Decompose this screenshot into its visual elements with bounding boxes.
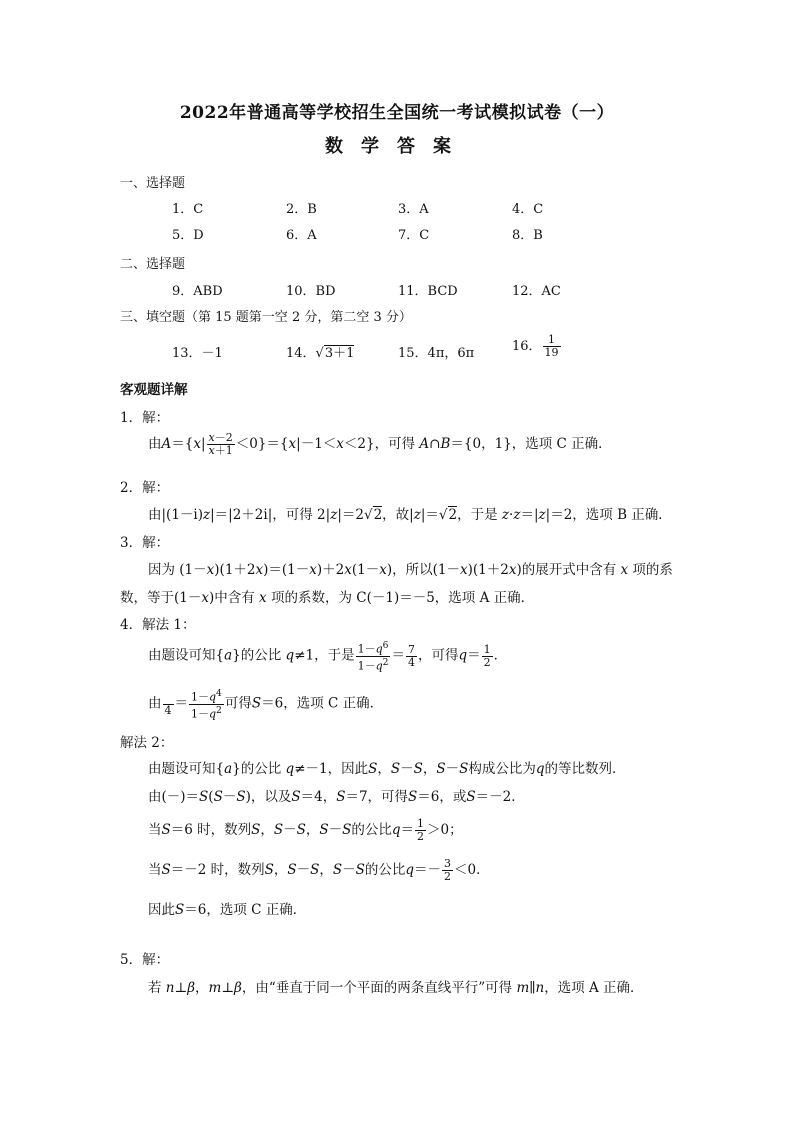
answer-12: 12．AC <box>512 284 561 299</box>
answer-8: 8．B <box>512 228 543 243</box>
solution-4-text-1: 由题设可知{a}的公比 q≠1，于是 $\frac{1-q^6}{1-q^2}$ ＝ $\frac{7}{4}$ ，可得q＝ $\frac{1}{2}$ ． <box>148 640 508 673</box>
solution-4b-text-3: 当S＝6 时，数列S，S－S，S－S的公比q＝ $\frac{1}{2}$ ＞0； <box>148 817 463 843</box>
answer-13: 13．－1 <box>172 346 223 361</box>
solution-4b-text-2: 由(－)＝S(S－S)，以及S＝4，S＝7，可得S＝6，或S＝－2． <box>148 789 525 805</box>
solution-5-text: 若 n⊥β，m⊥β，由“垂直于同一个平面的两条直线平行”可得 m∥n，选项 A 正确． <box>148 980 644 996</box>
page-title: 2022年普通高等学校招生全国统一考试模拟试卷（一） <box>179 103 615 123</box>
answer-16: 16． $\frac{1}{19}$ <box>512 333 559 359</box>
solution-4b-label: 解法 2： <box>120 735 174 751</box>
solution-2-label: 2．解： <box>120 480 170 496</box>
page-subtitle: 数学答案 <box>325 136 469 157</box>
answer-5: 5．D <box>172 228 204 243</box>
section-heading-fill: 三、填空题（第 15 题第一空 2 分，第二空 3 分） <box>120 310 412 325</box>
solution-5-label: 5．解： <box>120 952 170 968</box>
answer-11: 11．BCD <box>398 284 458 299</box>
section-heading-multi: 二、选择题 <box>120 257 186 272</box>
answer-9: 9．ABD <box>172 284 223 299</box>
answer-10: 10．BD <box>286 284 336 299</box>
solution-3-text-1: 因为 (1－x)(1＋2x)＝(1－x)＋2x(1－x)，所以(1－x)(1＋2x)的展开式中含有 x 项的系 <box>148 562 673 578</box>
answer-2: 2．B <box>286 202 317 217</box>
solution-2-text: 由|(1－i)z|＝|2＋2i|，可得 2|z|＝2√2，故|z|＝√2，于是 z·z＝|z|＝2，选项 B 正确． <box>148 507 672 523</box>
answer-3: 3．A <box>398 202 429 217</box>
solution-1-text: 由A＝{x| $\frac{x-2}{x+1}$ ＜0}＝{x|－1＜x＜2}，可得 A∩B＝{0，1}，选项 C 正确． <box>148 431 612 457</box>
solution-3-label: 3．解： <box>120 535 170 551</box>
solution-1-label: 1．解： <box>120 410 170 426</box>
solution-4-text-2: 由 4 ＝ $\frac{1-q^4}{1-q^2}$ 可得S＝6，选项 C 正确． <box>148 688 384 721</box>
answer-1: 1．C <box>172 202 204 217</box>
section-heading-choice: 一、选择题 <box>120 176 186 191</box>
answer-6: 6．A <box>286 228 317 243</box>
solution-3-text-2: 数，等于(1－x)中含有 x 项的系数，为 C(－1)＝－5，选项 A 正确． <box>120 590 535 606</box>
answer-14: 14．√3＋1 <box>286 346 355 361</box>
solution-4b-text-4: 当S＝－2 时，数列S，S－S，S－S的公比q＝－ $\frac{3}{2}$ ＜0． <box>148 857 490 883</box>
answer-7: 7．C <box>398 228 430 243</box>
answer-4: 4．C <box>512 202 544 217</box>
answer-15: 15．4π，6π <box>398 346 475 361</box>
solution-4-label: 4．解法 1： <box>120 617 196 633</box>
solution-4b-text-1: 由题设可知{a}的公比 q≠－1，因此S，S－S，S－S构成公比为q的等比数列． <box>148 761 626 777</box>
solution-4b-text-5: 因此S＝6，选项 C 正确． <box>148 902 307 918</box>
detail-heading: 客观题详解 <box>120 382 188 398</box>
